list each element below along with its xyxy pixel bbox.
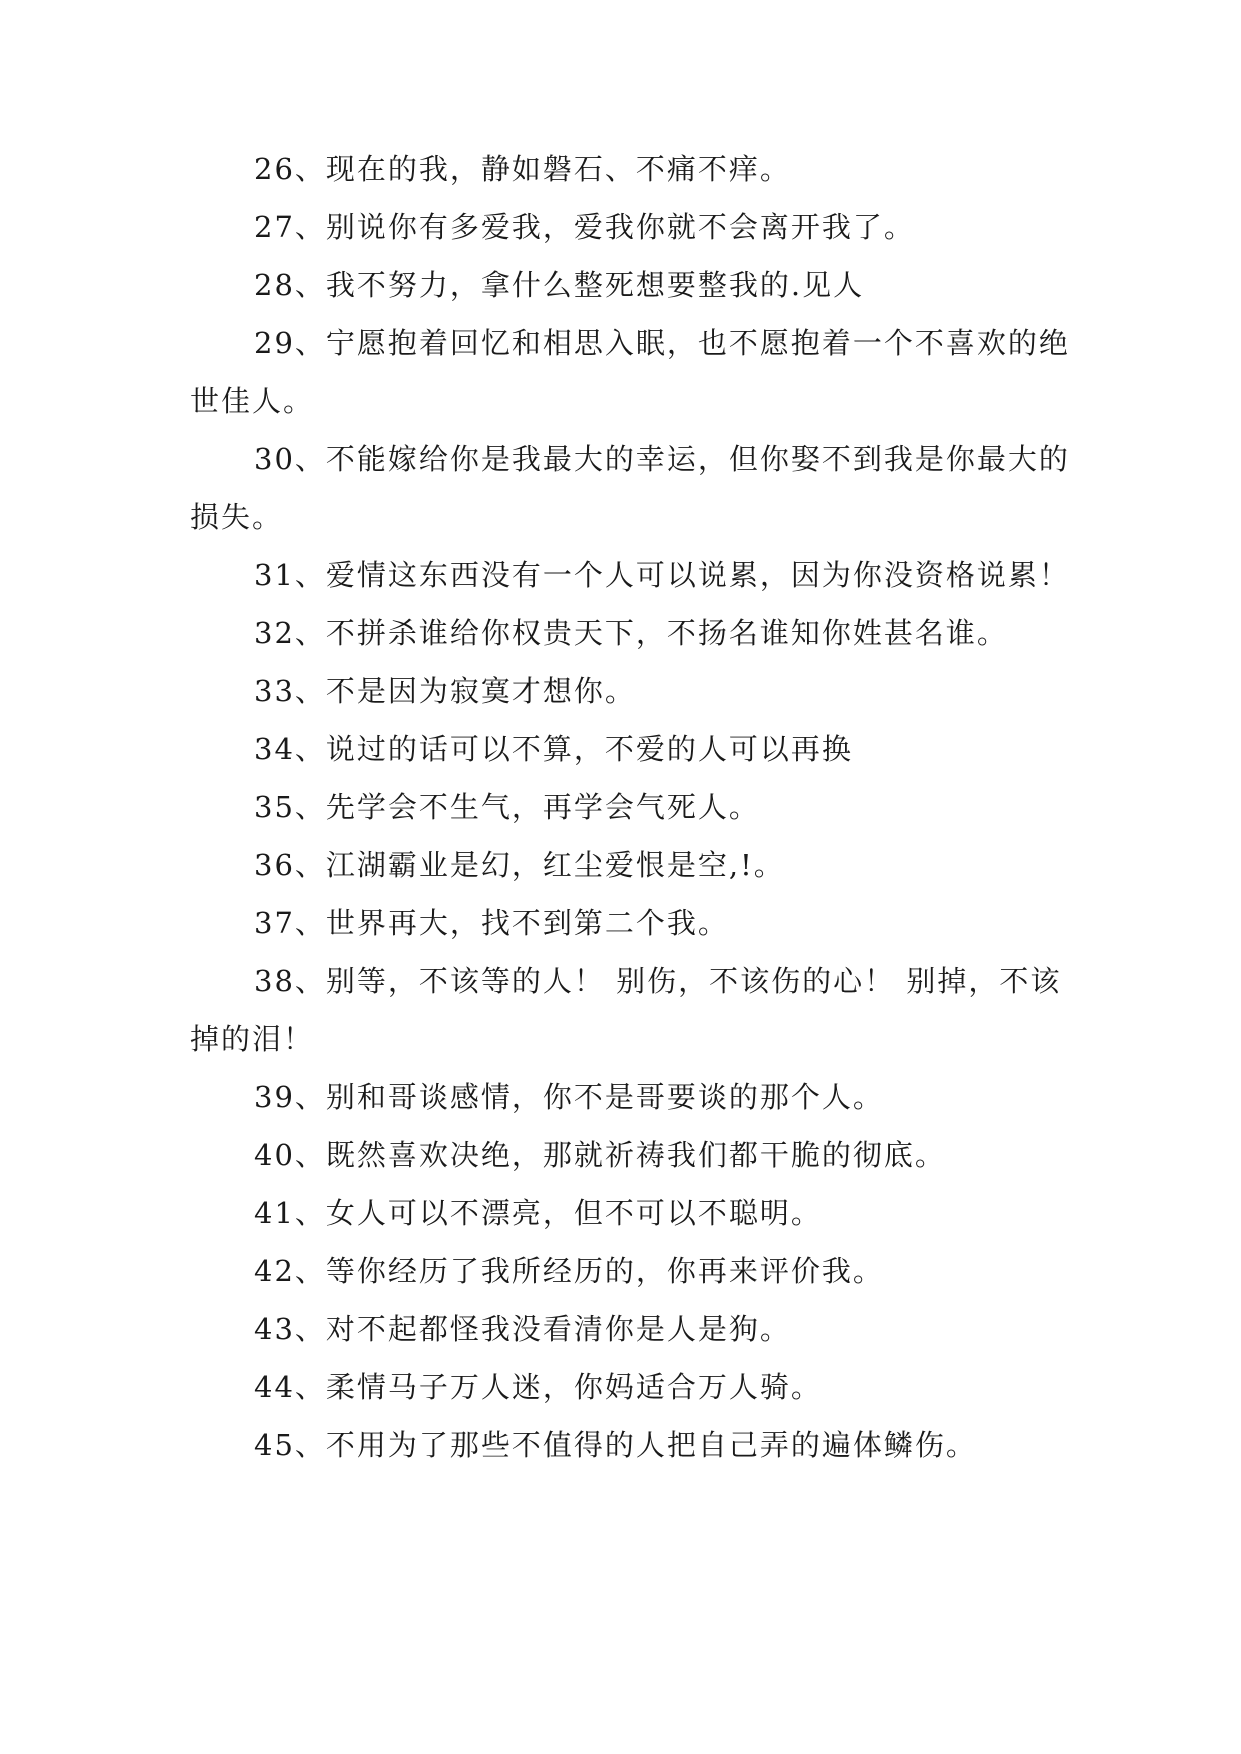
line-44: 44、柔情马子万人迷，你妈适合万人骑。 [254, 1370, 822, 1404]
line-41: 41、女人可以不漂亮，但不可以不聪明。 [254, 1196, 822, 1230]
line-29: 29、宁愿抱着回忆和相思入眠，也不愿抱着一个不喜欢的绝世佳人。 [190, 326, 1070, 418]
line-27: 27、别说你有多爱我，爱我你就不会离开我了。 [254, 210, 915, 244]
line-33: 33、不是因为寂寞才想你。 [254, 674, 636, 708]
line-26: 26、现在的我，静如磐石、不痛不痒。 [254, 152, 791, 186]
line-37: 37、世界再大，找不到第二个我。 [254, 906, 729, 940]
line-28: 28、我不努力，拿什么整死想要整我的.见人 [254, 268, 865, 302]
line-45: 45、不用为了那些不值得的人把自己弄的遍体鳞伤。 [254, 1428, 977, 1462]
line-38: 38、别等，不该等的人！ 别伤，不该伤的心！ 别掉，不该掉的泪！ [190, 964, 1062, 1056]
line-39: 39、别和哥谈感情，你不是哥要谈的那个人。 [254, 1080, 884, 1114]
line-32: 32、不拼杀谁给你权贵天下，不扬名谁知你姓甚名谁。 [254, 616, 1008, 650]
line-42: 42、等你经历了我所经历的，你再来评价我。 [254, 1254, 884, 1288]
line-36: 36、江湖霸业是幻，红尘爱恨是空,!。 [254, 848, 785, 882]
document-body [190, 140, 1080, 1474]
line-40: 40、既然喜欢决绝，那就祈祷我们都干脆的彻底。 [254, 1138, 946, 1172]
line-31: 31、爱情这东西没有一个人可以说累，因为你没资格说累！ [254, 558, 1070, 592]
line-35: 35、先学会不生气，再学会气死人。 [254, 790, 760, 824]
line-34: 34、说过的话可以不算，不爱的人可以再换 [254, 732, 853, 766]
line-43: 43、对不起都怪我没看清你是人是狗。 [254, 1312, 791, 1346]
line-30: 30、不能嫁给你是我最大的幸运，但你娶不到我是你最大的损失。 [190, 442, 1070, 534]
